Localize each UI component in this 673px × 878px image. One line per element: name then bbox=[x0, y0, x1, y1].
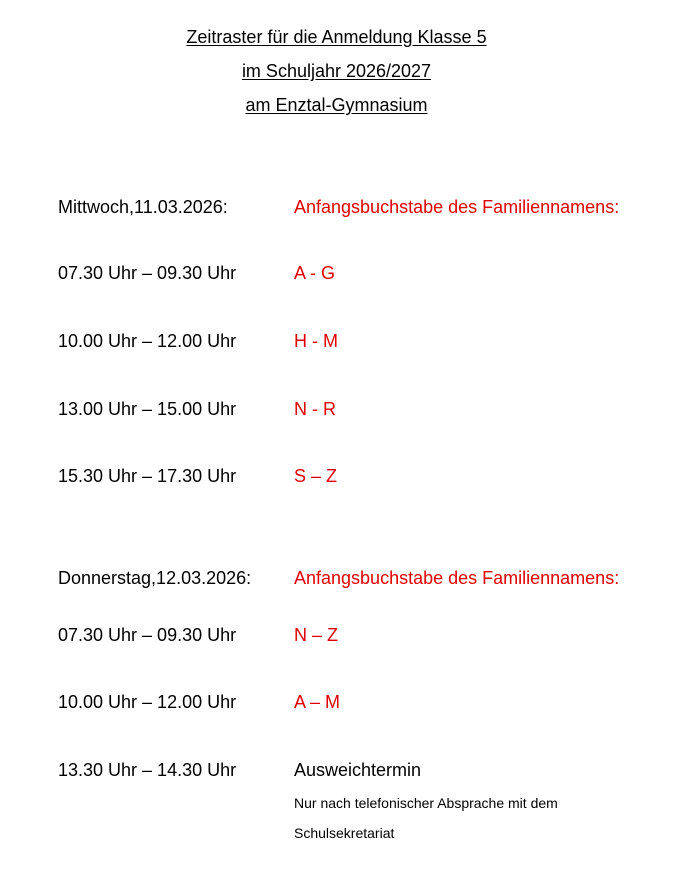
slot-time: 13.00 Uhr – 15.00 Uhr bbox=[58, 399, 237, 419]
day1-slot-row bbox=[0, 263, 673, 287]
slot-time: 10.00 Uhr – 12.00 Uhr bbox=[58, 331, 237, 351]
day1-slot-row bbox=[0, 331, 673, 355]
day2-header-row bbox=[0, 568, 673, 592]
slot-letters: N – Z bbox=[294, 625, 339, 645]
day1-header-row bbox=[0, 197, 673, 221]
slot-letters: A - G bbox=[294, 263, 336, 283]
slot-time: 13.30 Uhr – 14.30 Uhr bbox=[58, 760, 237, 780]
day2-heading: Anfangsbuchstabe des Familiennamens: bbox=[294, 568, 620, 588]
fallback-note-line-1: Nur nach telefonischer Absprache mit dem bbox=[294, 795, 558, 811]
day1-slot-row bbox=[0, 399, 673, 423]
day2-label: Donnerstag,12.03.2026: bbox=[58, 568, 252, 588]
slot-time: 10.00 Uhr – 12.00 Uhr bbox=[58, 692, 237, 712]
slot-time: 07.30 Uhr – 09.30 Uhr bbox=[58, 263, 237, 283]
slot-letters: H - M bbox=[294, 331, 338, 351]
day2-slot-row bbox=[0, 692, 673, 716]
day2-slot-row bbox=[0, 625, 673, 649]
slot-time: 15.30 Uhr – 17.30 Uhr bbox=[58, 466, 237, 486]
slot-time: 07.30 Uhr – 09.30 Uhr bbox=[58, 625, 237, 645]
fallback-note-line-2: Schulsekretariat bbox=[294, 825, 395, 841]
day1-label: Mittwoch,11.03.2026: bbox=[58, 197, 228, 217]
document-title-line-2: im Schuljahr 2026/2027 bbox=[241, 61, 432, 81]
fallback-slot-label: Ausweichtermin bbox=[294, 760, 422, 780]
slot-letters: A – M bbox=[294, 692, 341, 712]
slot-letters: N - R bbox=[294, 399, 336, 419]
document-title-line-1: Zeitraster für die Anmeldung Klasse 5 bbox=[186, 27, 487, 47]
day1-heading: Anfangsbuchstabe des Familiennamens: bbox=[294, 197, 620, 217]
day2-slot-row bbox=[0, 760, 673, 784]
day1-slot-row bbox=[0, 466, 673, 490]
document-title-line-3: am Enztal-Gymnasium bbox=[245, 95, 428, 115]
slot-letters: S – Z bbox=[294, 466, 338, 486]
